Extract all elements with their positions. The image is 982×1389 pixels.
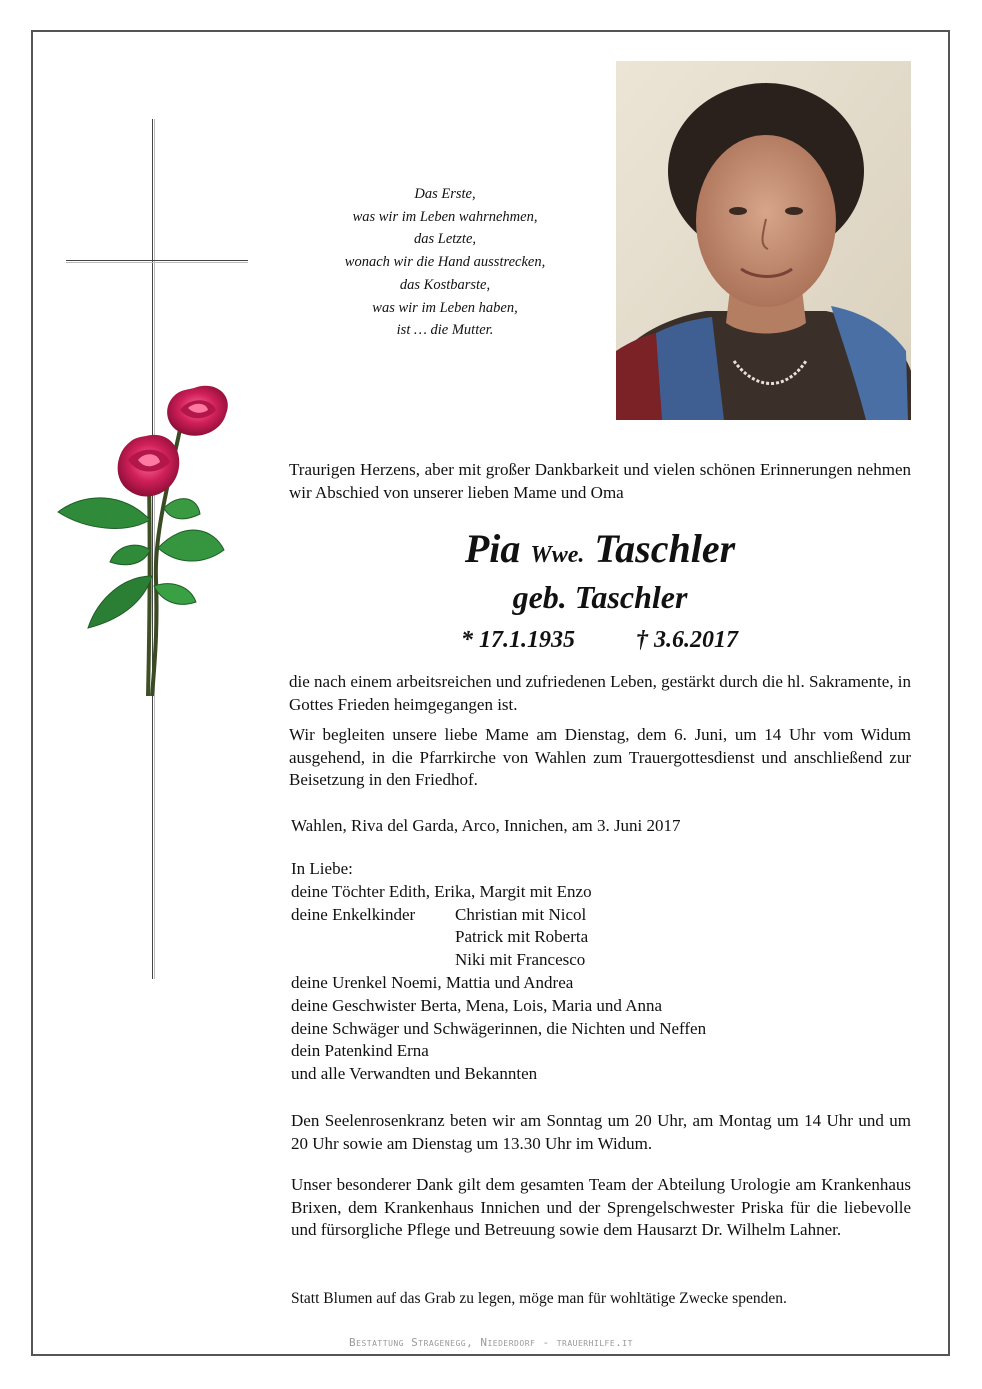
portrait-photo [616, 61, 911, 420]
family-relatives: und alle Verwandten und Bekannten [291, 1064, 538, 1084]
poem-line: wonach wir die Hand ausstrecken, [344, 254, 546, 271]
family-great-grandchildren: deine Urenkel Noemi, Mattia und Andrea [291, 972, 574, 992]
thanks-text: Unser besonderer Dank gilt dem gesamten Team der Abteilung Urologie am Krankenhaus Brixen, dem Krankenhaus Innichen und der Sprengelschwester Priska für die liebevolle und fürsorgliche Pflege und Betreuung sowie dem Hausarzt Dr. Wilhelm Lahner. [291, 1175, 911, 1239]
grandchild-item: Niki mit Francesco [455, 950, 586, 970]
family-grandchildren-row [291, 904, 706, 927]
rose-upper-icon [167, 386, 228, 436]
family-grandchildren-row [291, 949, 706, 972]
poem-line: was wir im Leben wahrnehmen, [352, 208, 538, 225]
grandchild-item: Christian mit Nicol [455, 904, 587, 924]
family-list [291, 858, 706, 1086]
birth-date: * 17.1.1935 [461, 627, 575, 653]
family-godchild: dein Patenkind Erna [291, 1041, 429, 1061]
poem-line: was wir im Leben haben, [372, 299, 518, 316]
grandchild-item: Patrick mit Roberta [455, 927, 589, 947]
cross-horizontal-beam [66, 260, 248, 263]
flowers-text: Statt Blumen auf das Grab zu legen, möge man für wohltätige Zwecke spenden. [291, 1290, 787, 1307]
first-name: Pia [464, 526, 521, 571]
rosary-text: Den Seelenrosenkranz beten wir am Sonntag um 20 Uhr, am Montag um 14 Uhr und um 20 Uhr sowie am Dienstag um 13.30 Uhr im Widum. [291, 1111, 911, 1153]
deceased-name [289, 526, 911, 578]
poem [310, 183, 580, 342]
death-date: † 3.6.2017 [636, 627, 738, 653]
poem-line: das Letzte, [413, 231, 477, 248]
poem-line: ist … die Mutter. [396, 322, 494, 339]
poem-line: das Kostbarste, [399, 276, 491, 293]
grandchildren-label: deine Enkelkinder [291, 904, 416, 924]
family-siblings: deine Geschwister Berta, Mena, Lois, Maria und Anna [291, 995, 663, 1015]
last-name: Taschler [594, 526, 736, 571]
place-date-text: Wahlen, Riva del Garda, Arco, Innichen, am 3. Juni 2017 [291, 816, 681, 835]
widow-title: Wwe. [530, 542, 585, 568]
family-heading: In Liebe: [291, 859, 353, 878]
family-in-laws: deine Schwäger und Schwägerinnen, die Nichten und Neffen [291, 1018, 707, 1038]
roses-illustration [54, 380, 234, 700]
intro-text: Traurigen Herzens, aber mit großer Dankbarkeit und vielen schönen Erinnerungen nehmen wir Abschied von unserer lieben Mame und Oma [289, 460, 911, 502]
poem-line: Das Erste, [414, 186, 476, 202]
rose-lower-icon [118, 435, 180, 497]
footer-credit: Bestattung Stragenegg, Niederdorf - trauerhilfe.it [349, 1336, 633, 1349]
funeral-text: Wir begleiten unsere liebe Mame am Dienstag, dem 6. Juni, um 14 Uhr vom Widum ausgehend, in die Pfarrkirche von Wahlen zum Trauergottesdienst und anschließend zur Beisetzung in den Friedhof. [289, 725, 911, 789]
family-grandchildren-row [291, 926, 706, 949]
family-daughters: deine Töchter Edith, Erika, Margit mit Enzo [291, 881, 592, 901]
maiden-name: geb. Taschler [512, 579, 688, 615]
passing-text: die nach einem arbeitsreichen und zufriedenen Leben, gestärkt durch die hl. Sakramente, in Gottes Frieden heimgegangen ist. [289, 672, 911, 714]
